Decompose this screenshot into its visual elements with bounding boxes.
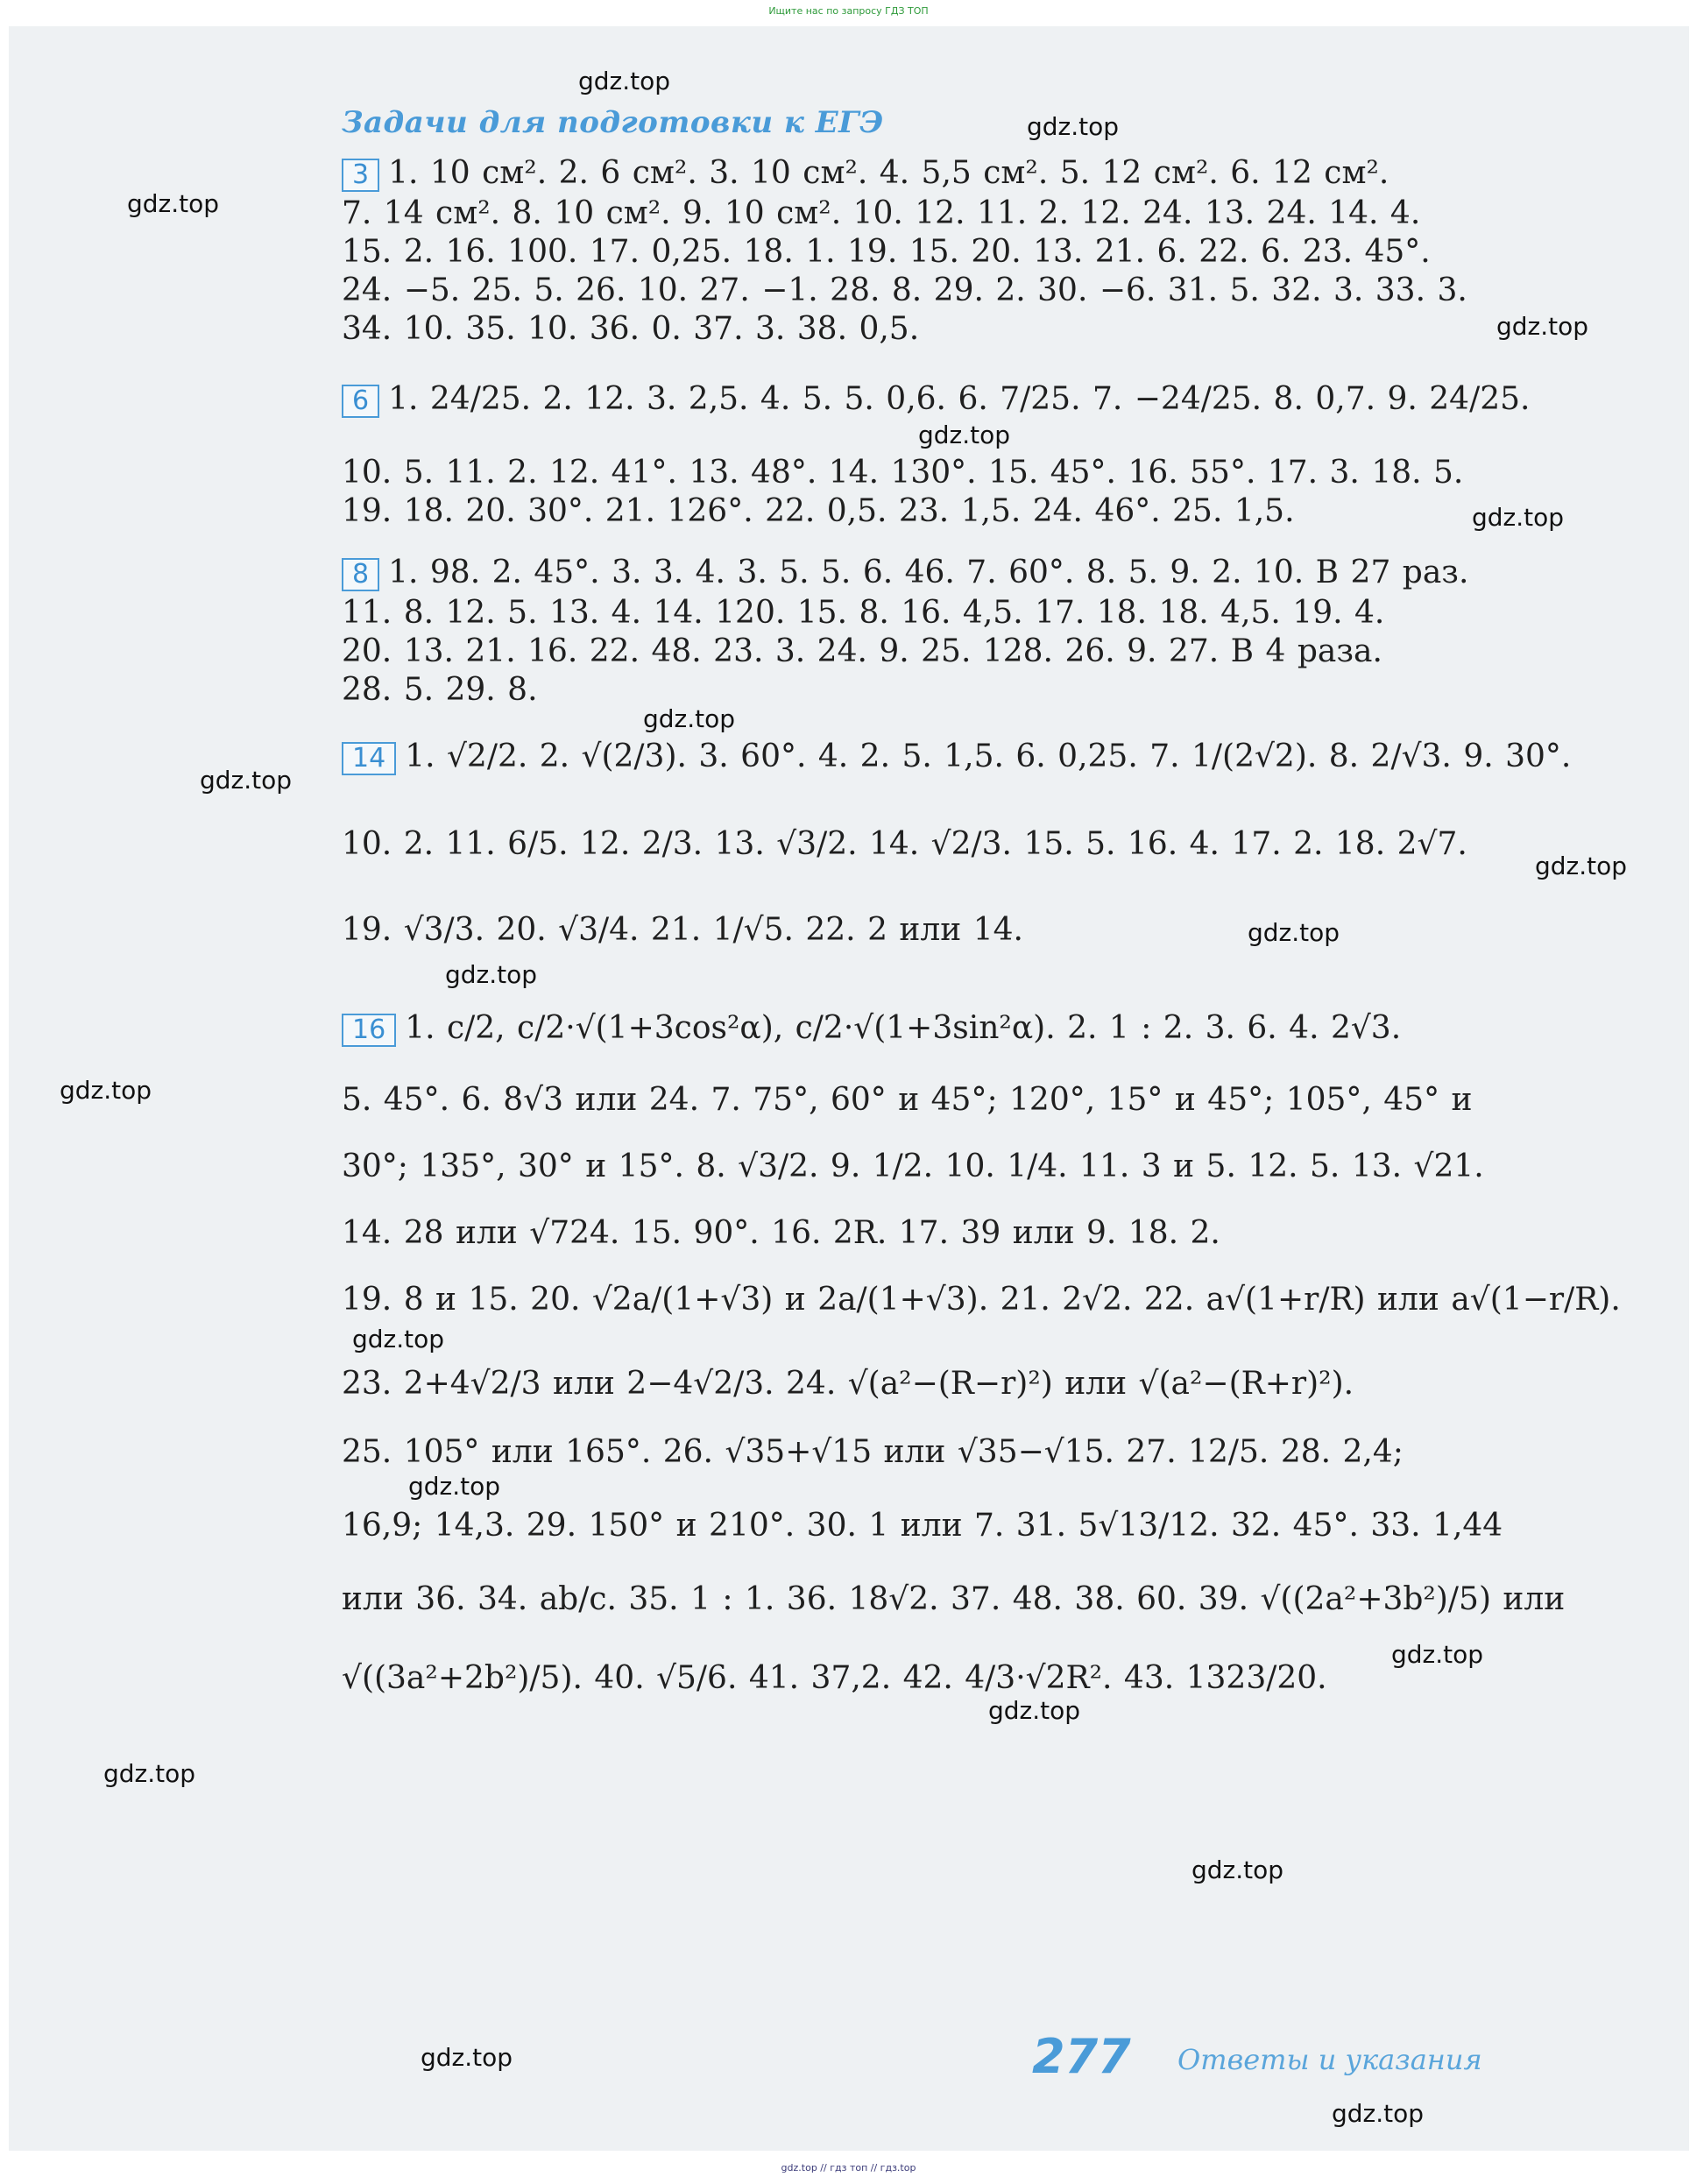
answer-line: 20. 13. 21. 16. 22. 48. 23. 3. 24. 9. 25. 128. 26. 9. 27. В 4 раза. (342, 633, 1382, 669)
bottom-search-note: gdz.top // гдз топ // гдз.top (781, 2162, 916, 2173)
answer-line: 5. 45°. 6. 8√3 или 24. 7. 75°, 60° и 45°; 120°, 15° и 45°; 105°, 45° и (342, 1082, 1473, 1118)
answer-line: 10. 2. 11. 6/5. 12. 2/3. 13. √3/2. 14. √2/3. 15. 5. 16. 4. 17. 2. 18. 2√7. (342, 826, 1467, 862)
footer-title: Ответы и указания (1177, 2043, 1482, 2076)
task-number-badge: 16 (342, 1014, 396, 1047)
answer-line: 19. 8 и 15. 20. √2a/(1+√3) и 2a/(1+√3). 21. 2√2. 22. a√(1+r/R) или a√(1−r/R). (342, 1282, 1621, 1318)
answer-line: 16,9; 14,3. 29. 150° и 210°. 30. 1 или 7. 31. 5√13/12. 32. 45°. 33. 1,44 (342, 1508, 1503, 1544)
answer-line: 1. 24/25. 2. 12. 3. 2,5. 4. 5. 5. 0,6. 6. 7/25. 7. −24/25. 8. 0,7. 9. 24/25. (388, 381, 1531, 417)
watermark: gdz.top (445, 960, 538, 989)
watermark: gdz.top (352, 1325, 445, 1354)
watermark: gdz.top (200, 766, 293, 795)
answer-line: 19. 18. 20. 30°. 21. 126°. 22. 0,5. 23. 1,5. 24. 46°. 25. 1,5. (342, 493, 1295, 529)
answer-line: 24. −5. 25. 5. 26. 10. 27. −1. 28. 8. 29. 2. 30. −6. 31. 5. 32. 3. 33. 3. (342, 272, 1467, 308)
watermark: gdz.top (1391, 1640, 1484, 1669)
watermark: gdz.top (578, 67, 671, 95)
watermark: gdz.top (988, 1696, 1081, 1725)
answer-line: 11. 8. 12. 5. 13. 4. 14. 120. 15. 8. 16. 4,5. 17. 18. 18. 4,5. 19. 4. (342, 595, 1385, 631)
watermark: gdz.top (1472, 503, 1565, 532)
answer-line: 25. 105° или 165°. 26. √35+√15 или √35−√15. 27. 12/5. 28. 2,4; (342, 1434, 1404, 1470)
watermark: gdz.top (421, 2043, 513, 2072)
watermark: gdz.top (1248, 918, 1340, 947)
watermark: gdz.top (918, 421, 1011, 449)
answer-line: 1. √2/2. 2. √(2/3). 3. 60°. 4. 2. 5. 1,5. 6. 0,25. 7. 1/(2√2). 8. 2/√3. 9. 30°. (405, 739, 1572, 774)
answer-line: 28. 5. 29. 8. (342, 672, 538, 708)
answer-line: 14. 28 или √724. 15. 90°. 16. 2R. 17. 39 или 9. 18. 2. (342, 1215, 1220, 1251)
task-number-badge: 14 (342, 742, 396, 775)
answer-line: 23. 2+4√2/3 или 2−4√2/3. 24. √(a²−(R−r)²) или √(a²−(R+r)²). (342, 1366, 1354, 1402)
answer-line: √((3a²+2b²)/5). 40. √5/6. 41. 37,2. 42. 4/3·√2R². 43. 1323/20. (342, 1660, 1327, 1696)
answer-line: 1. 98. 2. 45°. 3. 3. 4. 3. 5. 5. 6. 46. 7. 60°. 8. 5. 9. 2. 10. В 27 раз. (388, 555, 1469, 590)
answer-line: 7. 14 см². 8. 10 см². 9. 10 см². 10. 12. 11. 2. 12. 24. 13. 24. 14. 4. (342, 195, 1421, 231)
answer-line: или 36. 34. ab/c. 35. 1 : 1. 36. 18√2. 37. 48. 38. 60. 39. √((2a²+3b²)/5) или (342, 1581, 1566, 1617)
watermark: gdz.top (1191, 1855, 1284, 1884)
task-number-badge: 3 (342, 159, 379, 192)
watermark: gdz.top (643, 704, 736, 733)
answer-line: 1. c/2, c/2·√(1+3cos²α), c/2·√(1+3sin²α). 2. 1 : 2. 3. 6. 4. 2√3. (405, 1010, 1402, 1046)
answer-line: 30°; 135°, 30° и 15°. 8. √3/2. 9. 1/2. 10. 1/4. 11. 3 и 5. 12. 5. 13. √21. (342, 1149, 1484, 1184)
watermark: gdz.top (408, 1472, 501, 1501)
watermark: gdz.top (127, 189, 220, 218)
watermark: gdz.top (1027, 112, 1120, 141)
answer-line: 10. 5. 11. 2. 12. 41°. 13. 48°. 14. 130°. 15. 45°. 16. 55°. 17. 3. 18. 5. (342, 455, 1464, 491)
watermark: gdz.top (60, 1076, 152, 1105)
answer-line: 34. 10. 35. 10. 36. 0. 37. 3. 38. 0,5. (342, 311, 920, 347)
task-number-badge: 8 (342, 558, 379, 591)
answer-line: 19. √3/3. 20. √3/4. 21. 1/√5. 22. 2 или 14. (342, 912, 1023, 948)
top-search-note: Ищите нас по запросу ГДЗ ТОП (768, 5, 929, 17)
watermark: gdz.top (1332, 2099, 1425, 2128)
answer-line: 1. 10 см². 2. 6 см². 3. 10 см². 4. 5,5 см². 5. 12 см². 6. 12 см². (388, 155, 1389, 191)
watermark: gdz.top (103, 1759, 196, 1788)
page-number: 277 (1032, 2029, 1131, 2084)
answer-line: 15. 2. 16. 100. 17. 0,25. 18. 1. 19. 15. 20. 13. 21. 6. 22. 6. 23. 45°. (342, 234, 1431, 270)
watermark: gdz.top (1535, 852, 1628, 880)
task-number-badge: 6 (342, 385, 379, 418)
watermark: gdz.top (1496, 312, 1589, 341)
section-heading: Задачи для подготовки к ЕГЭ (342, 105, 884, 140)
